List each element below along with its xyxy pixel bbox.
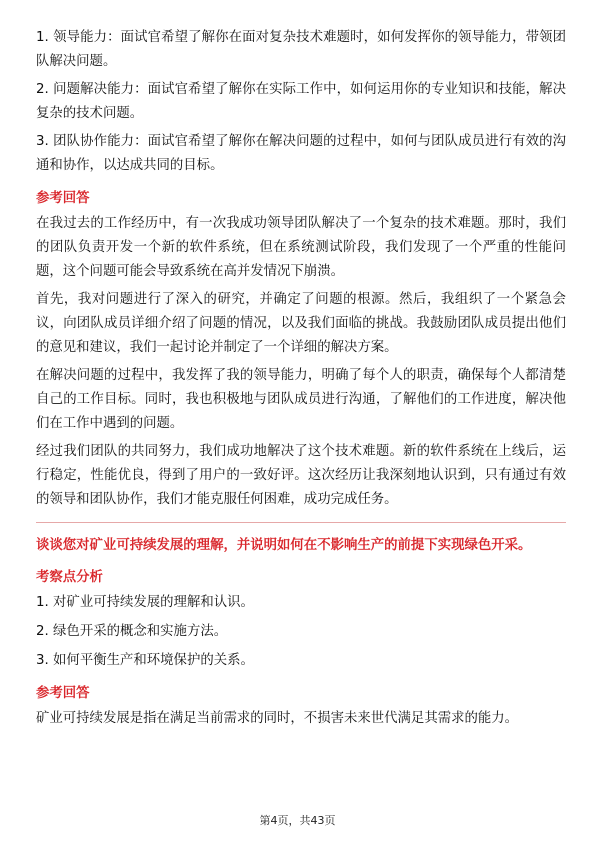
reference-answer-body-2	[36, 707, 566, 731]
page-footer: 第4页，共43页	[259, 814, 336, 827]
answer-paragraph: 矿业可持续发展是指在满足当前需求的同时，不损害未来世代满足其需求的能力。	[36, 711, 519, 726]
analysis-item: 1. 对矿业可持续发展的理解和认识。	[36, 595, 254, 610]
section-divider	[36, 522, 566, 523]
reference-answer-body	[36, 212, 566, 512]
document-page	[36, 26, 566, 735]
analysis-heading: 考察点分析	[36, 570, 103, 585]
answer-paragraph: 首先，我对问题进行了深入的研究，并确定了问题的根源。然后，我组织了一个紧急会议，向团队成员详细介绍了问题的情况，以及我们面临的挑战。我鼓励团队成员提出他们的意见和建议，我们一起讨论并制定了一个详细的解决方案。	[36, 292, 566, 355]
competency-item-leadership: 1. 领导能力：面试官希望了解你在面对复杂技术难题时，如何发挥你的领导能力，带领团队解决问题。	[36, 30, 566, 69]
competency-item-teamwork: 3. 团队协作能力：面试官希望了解你在解决问题的过程中，如何与团队成员进行有效的沟通和协作，以达成共同的目标。	[36, 134, 566, 173]
reference-answer-heading-2: 参考回答	[36, 686, 90, 701]
reference-answer-heading: 参考回答	[36, 191, 90, 206]
analysis-item: 3. 如何平衡生产和环境保护的关系。	[36, 653, 254, 668]
analysis-list	[36, 591, 566, 673]
competency-list	[36, 26, 566, 178]
interview-question: 谈谈您对矿业可持续发展的理解，并说明如何在不影响生产的前提下实现绿色开采。	[36, 538, 532, 553]
answer-paragraph: 在解决问题的过程中，我发挥了我的领导能力，明确了每个人的职责，确保每个人都清楚自己的工作目标。同时，我也积极地与团队成员进行沟通，了解他们的工作进度，解决他们在工作中遇到的问题。	[36, 368, 566, 431]
competency-item-problem-solving: 2. 问题解决能力：面试官希望了解你在实际工作中，如何运用你的专业知识和技能，解决复杂的技术问题。	[36, 82, 566, 121]
answer-paragraph: 在我过去的工作经历中，有一次我成功领导团队解决了一个复杂的技术难题。那时，我们的团队负责开发一个新的软件系统，但在系统测试阶段，我们发现了一个严重的性能问题，这个问题可能会导致系统在高并发情况下崩溃。	[36, 216, 566, 279]
answer-paragraph: 经过我们团队的共同努力，我们成功地解决了这个技术难题。新的软件系统在上线后，运行稳定，性能优良，得到了用户的一致好评。这次经历让我深刻地认识到，只有通过有效的领导和团队协作，我们才能克服任何困难，成功完成任务。	[36, 444, 566, 507]
analysis-item: 2. 绿色开采的概念和实施方法。	[36, 624, 228, 639]
